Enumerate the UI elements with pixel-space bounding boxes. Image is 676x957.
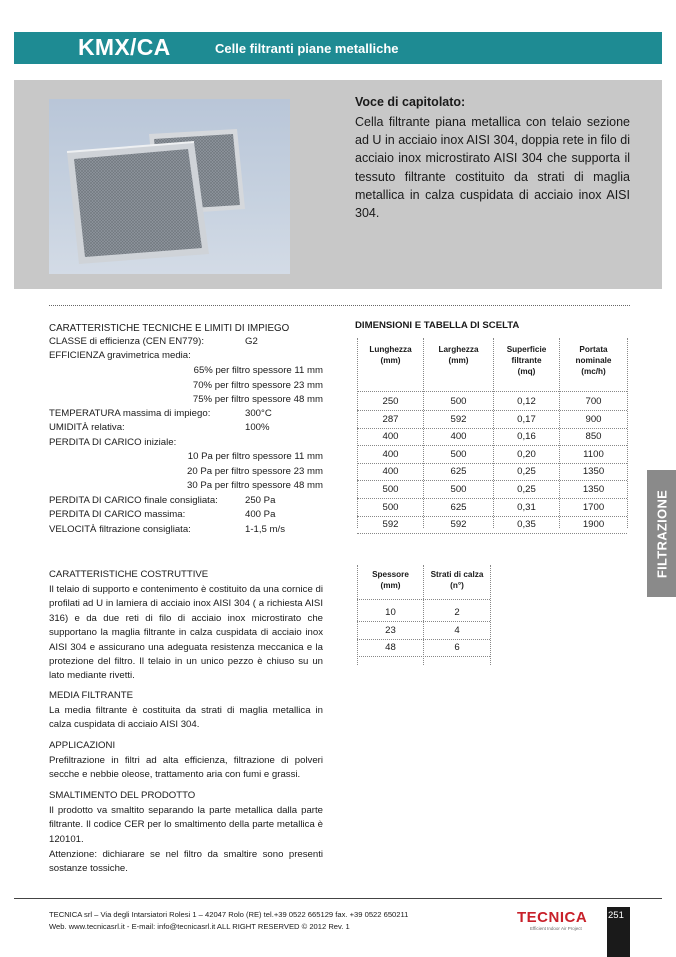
media-text: La media filtrante è costituita da strati di maglia metallica in calza cuspidata di acciaio AISI 304.	[49, 705, 323, 731]
smalt-text: Il prodotto va smaltito separando la parte metallica dalla parte filtrante. Il codice CER per lo smaltimento della parte metallica è 120101.	[49, 805, 323, 845]
footer-rule	[14, 898, 662, 899]
umid-label: UMIDITÀ relativa:	[49, 422, 125, 433]
table-cell: 500	[382, 484, 399, 495]
table-cell: 0,31	[517, 501, 536, 513]
table-cell: 2	[454, 607, 460, 618]
table-cell: 900	[585, 413, 602, 425]
voce-text: Cella filtrante piana metallica con telaio sezione ad U in acciaio inox AISI 304, doppia rete in filo di acciaio inox microstirato AISI 304 che supporta il tessuto filtrante costituito da strati di maglia metallica in calza cuspidata di acciaio inox AISI 304.	[355, 115, 630, 221]
table-cell: 23	[385, 624, 396, 636]
table-cell: 0,35	[517, 519, 536, 531]
table-cell: 4	[454, 624, 460, 636]
col-header-spessore: Spessore (mm)	[372, 570, 409, 590]
row-divider	[357, 516, 627, 517]
table-cell: 1350	[582, 484, 605, 495]
table-cell: 700	[585, 396, 602, 407]
table-cell: 500	[450, 396, 467, 407]
table-cell: 0,17	[517, 413, 536, 425]
table-cell: 0,16	[517, 431, 536, 443]
page-number: 251	[608, 910, 624, 921]
classe-label: CLASSE di efficienza (CEN EN779):	[49, 336, 204, 347]
tecnica-logo: TECNICA	[517, 909, 588, 926]
table-cell: 0,25	[517, 466, 536, 478]
eff-label: EFFICIENZA gravimetrica media:	[49, 350, 191, 361]
table-cell: 1100	[583, 448, 604, 460]
perd-max-label: PERDITA DI CARICO massima:	[49, 509, 186, 520]
perd-fin-value: 250 Pa	[245, 495, 276, 506]
media-title: MEDIA FILTRANTE	[49, 690, 134, 701]
table-cell: 625	[450, 466, 467, 478]
perd-label: PERDITA DI CARICO iniziale:	[49, 437, 177, 448]
perd-max-value: 400 Pa	[245, 509, 276, 520]
table-cell: 592	[450, 519, 467, 531]
perd-fin-label: PERDITA DI CARICO finale consigliata:	[49, 495, 218, 506]
table-cell: 500	[450, 484, 467, 495]
eff-row: 65% per filtro spessore 11 mm	[193, 365, 323, 376]
col-header-portata: Portata nominale (mc/h)	[575, 345, 612, 376]
table-cell: 250	[382, 396, 399, 407]
col-header-larghezza: Larghezza (mm)	[438, 345, 479, 365]
page-number-box	[607, 907, 630, 957]
perd-row: 20 Pa per filtro spessore 23 mm	[187, 466, 323, 477]
table-cell: 1700	[582, 501, 605, 513]
dotted-separator	[49, 305, 630, 306]
temp-label: TEMPERATURA massima di impiego:	[49, 408, 211, 419]
tech-title: CARATTERISTICHE TECNICHE E LIMITI DI IMPIEGO	[49, 323, 290, 334]
dimension-table	[355, 336, 630, 536]
table-cell: 500	[450, 448, 467, 460]
table-cell: 0,20	[517, 448, 536, 460]
col-header-lunghezza: Lunghezza (mm)	[369, 345, 412, 365]
appl-text: Prefiltrazione in filtri ad alta efficienza, filtrazione di polveri secche e nebbie oleose, trattamento aria con fumi e grassi.	[49, 755, 323, 781]
row-divider	[357, 621, 490, 622]
section-tab-label: FILTRAZIONE	[654, 489, 669, 578]
vel-label: VELOCITÀ filtrazione consigliata:	[49, 524, 191, 535]
costr-text: Il telaio di supporto e contenimento è costituito da una cornice di profilati ad U in lamiera di acciaio inox AISI 304 ( a richiesta AISI 316) e da due reti di filo di acciaio inox microstirato che supportano la maglia filtrante in calza cuspidata di acciaio inox AISI 304 e assicurano una adeguata resistenza meccanica e la protezione del filtro. Il telaio in un unico pezzo è chiuso su un lato mediante rivetti.	[49, 584, 323, 682]
classe-value: G2	[245, 336, 258, 347]
row-divider	[357, 428, 627, 429]
eff-row: 75% per filtro spessore 48 mm	[192, 394, 323, 405]
row-divider	[357, 656, 490, 657]
table-cell: 6	[454, 642, 460, 654]
logo-tagline: Efficient Indoor Air Project	[530, 926, 582, 931]
table-cell: 850	[585, 431, 602, 443]
table-cell: 10	[385, 607, 396, 618]
table-cell: 1350	[582, 466, 605, 478]
row-divider	[357, 410, 627, 411]
smalt-title: SMALTIMENTO DEL PRODOTTO	[49, 790, 196, 801]
smalt-warning: Attenzione: dichiarare se nel filtro da smaltire sono presenti sostanze tossiche.	[49, 849, 323, 875]
table-cell: 400	[382, 431, 399, 443]
table-cell: 0,12	[517, 396, 536, 407]
table-cell: 0,25	[517, 484, 536, 495]
table-cell: 48	[385, 642, 396, 654]
umid-value: 100%	[245, 422, 270, 433]
voce-title: Voce di capitolato:	[355, 95, 466, 109]
row-divider	[357, 480, 627, 481]
eff-row: 70% per filtro spessore 23 mm	[192, 380, 323, 391]
table-cell: 400	[382, 448, 399, 460]
perd-row: 30 Pa per filtro spessore 48 mm	[187, 480, 323, 491]
header-band	[14, 32, 662, 64]
table-cell: 400	[382, 466, 399, 478]
footer-address: TECNICA srl – Via degli Intarsiatori Rolesi 1 – 42047 Rolo (RE) tel.+39 0522 665129 fax. +39 0522 650211	[49, 910, 409, 919]
thickness-table	[355, 563, 495, 668]
product-code: KMX/CA	[78, 34, 171, 60]
row-divider	[357, 533, 627, 534]
row-divider	[357, 445, 627, 446]
table-cell: 625	[450, 501, 467, 513]
product-subtitle: Celle filtranti piane metalliche	[215, 41, 399, 56]
table-cell: 500	[382, 501, 399, 513]
temp-value: 300°C	[245, 408, 272, 419]
table-cell: 400	[450, 431, 467, 443]
costr-title: CARATTERISTICHE COSTRUTTIVE	[49, 569, 209, 580]
table-cell: 287	[382, 413, 399, 425]
section-tab	[647, 470, 676, 597]
perd-row: 10 Pa per filtro spessore 11 mm	[187, 451, 323, 462]
table-cell: 592	[382, 519, 399, 531]
col-header-strati: Strati di calza (n°)	[430, 570, 484, 590]
row-divider	[357, 463, 627, 464]
row-divider	[357, 639, 490, 640]
row-divider	[357, 498, 627, 499]
appl-title: APPLICAZIONI	[49, 740, 116, 751]
col-header-superficie: Superficie filtrante (mq)	[506, 345, 547, 376]
table-cell: 592	[450, 413, 467, 425]
footer-web: Web. www.tecnicasrl.it - E-mail: info@tecnicasrl.it ALL RIGHT RESERVED © 2012 Rev. 1	[49, 922, 350, 931]
vel-value: 1-1,5 m/s	[245, 524, 285, 535]
table-cell: 1900	[582, 519, 605, 531]
table1-title: DIMENSIONI E TABELLA DI SCELTA	[355, 320, 520, 331]
product-photo	[49, 99, 290, 274]
